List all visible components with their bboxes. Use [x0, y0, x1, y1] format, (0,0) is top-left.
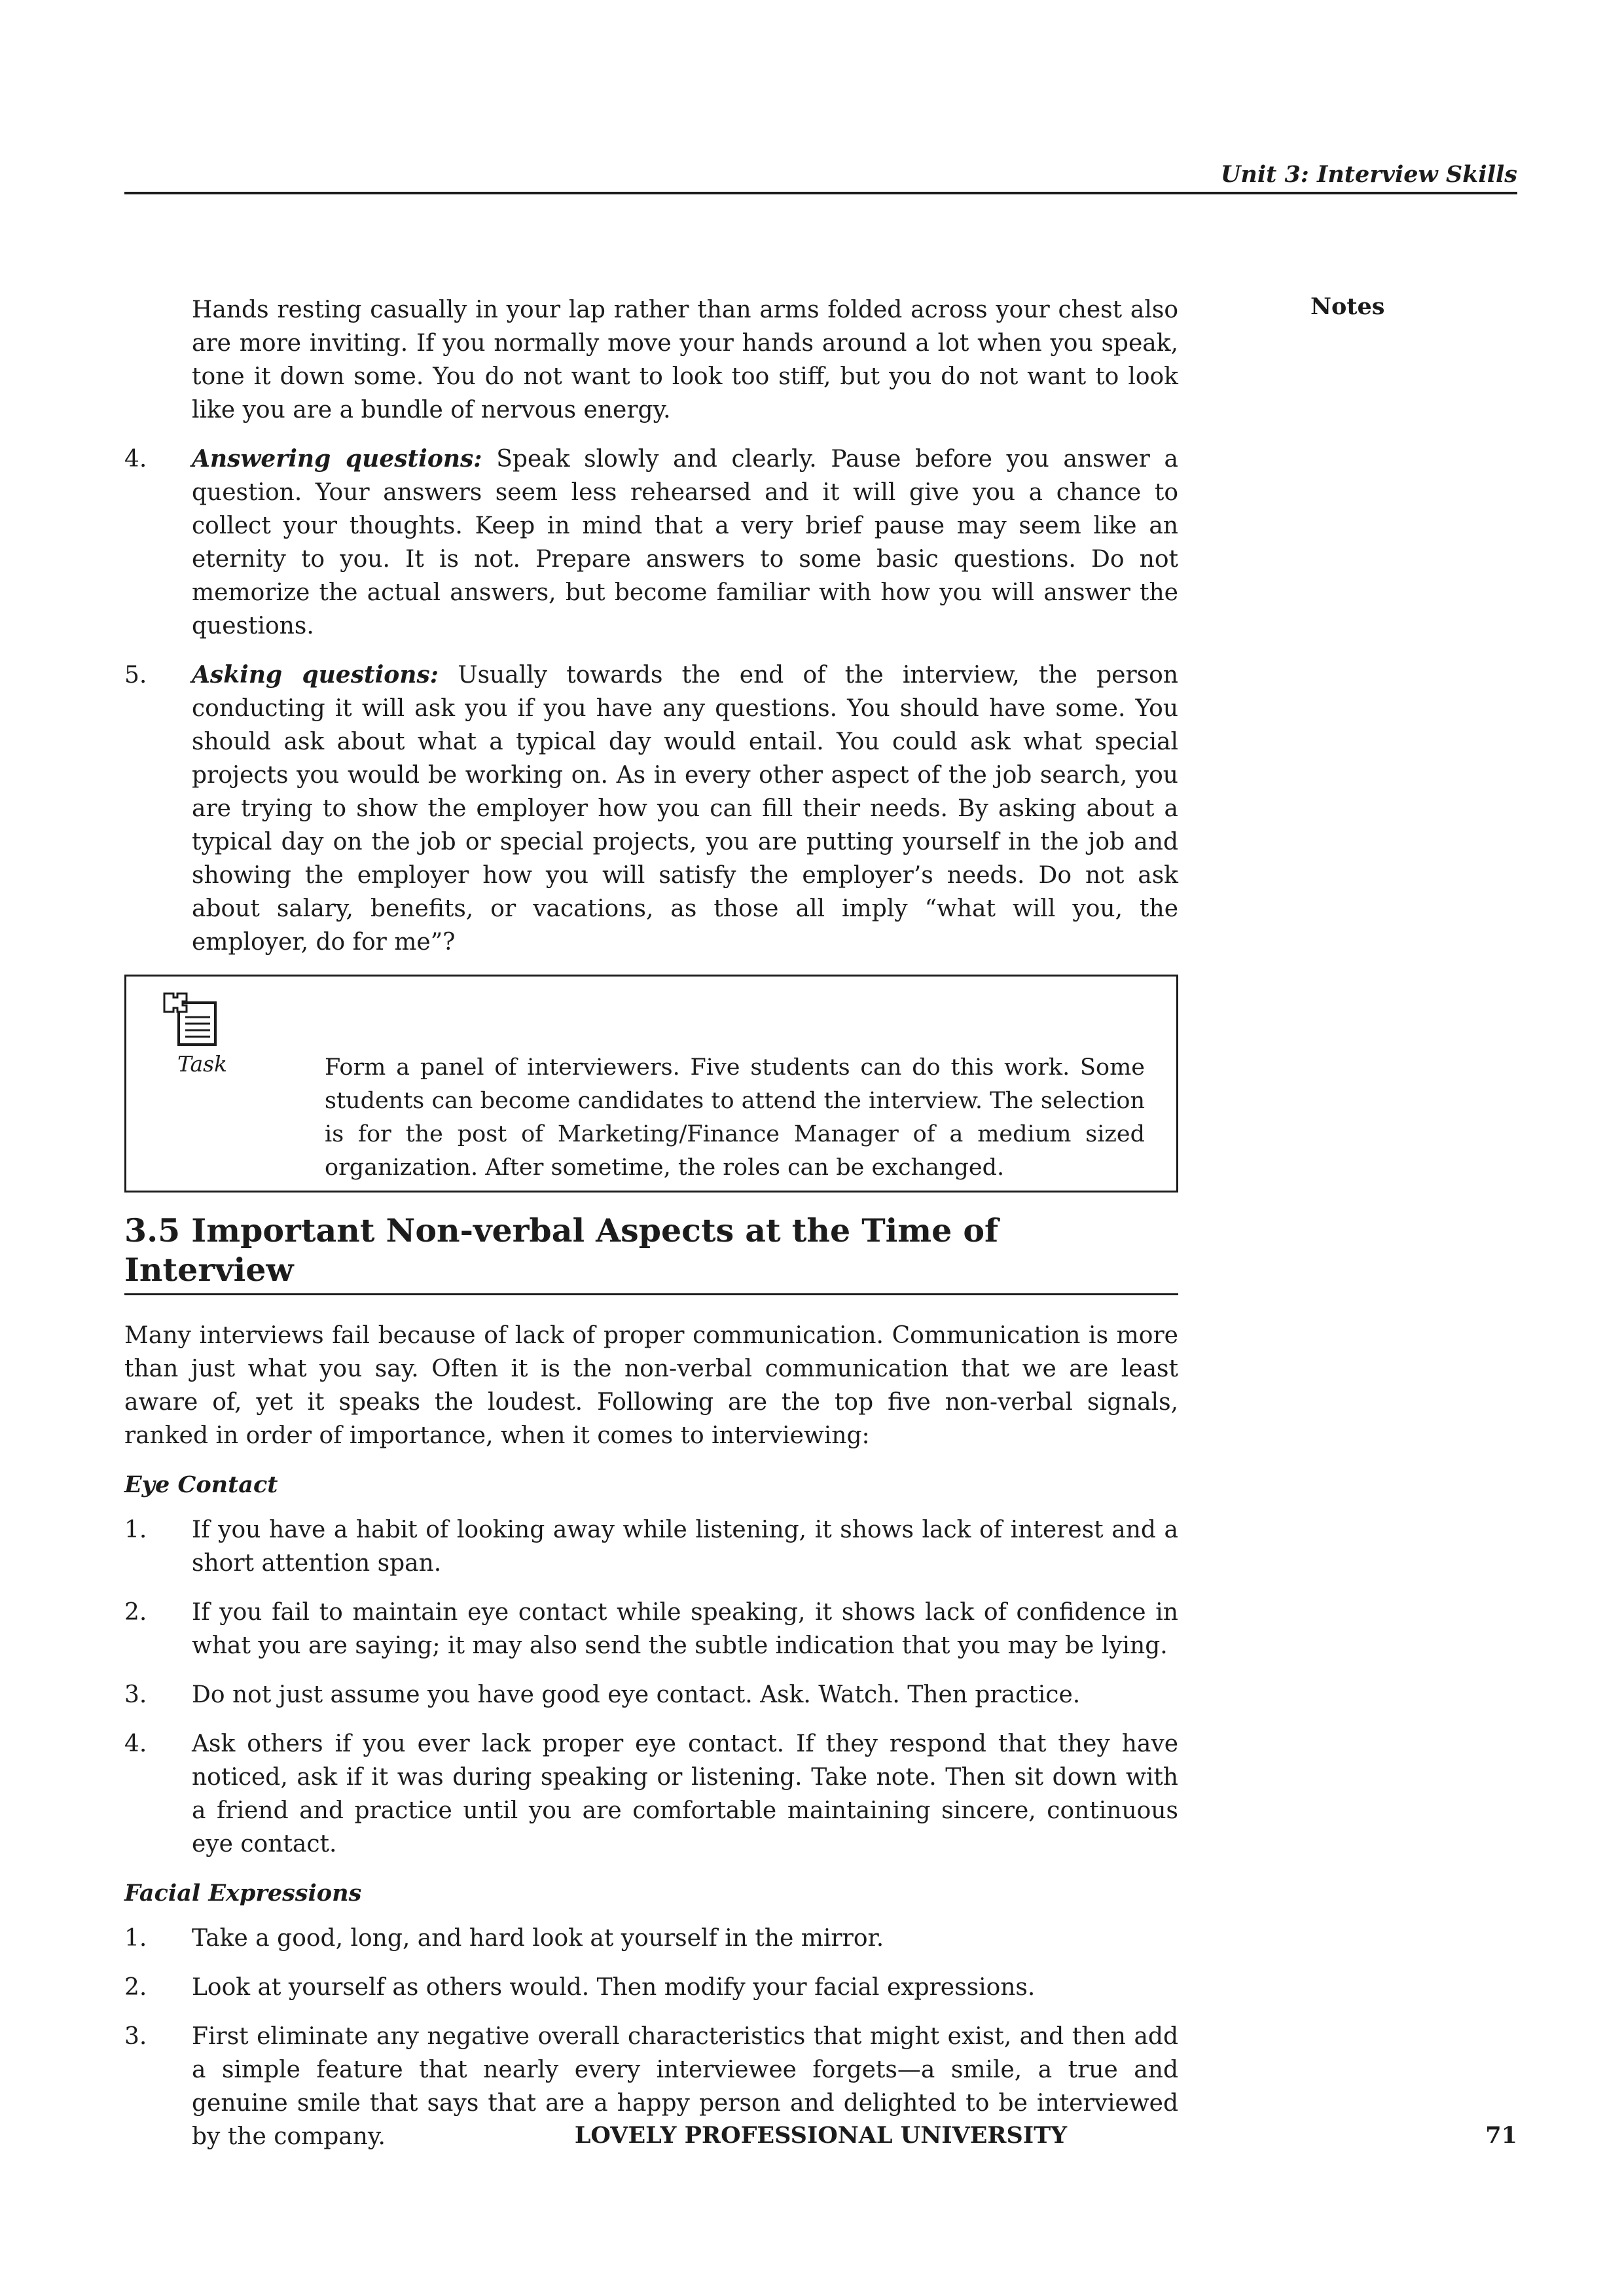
- notes-margin-label: Notes: [1310, 293, 1385, 320]
- eye-contact-heading: Eye Contact: [124, 1471, 278, 1498]
- section-heading: 3.5 Important Non-verbal Aspects at the Time of Interview: [124, 1211, 1178, 1295]
- task-text: Form a panel of interviewers. Five students can do this work. Some students can become candidates to attend the interview. The selection is for the post of Marketing/Finance Manager of a medium sized organization. After sometime, the roles can be exchanged.: [325, 1054, 1145, 1181]
- task-label: Task: [177, 1051, 228, 1077]
- list-text: Ask others if you ever lack proper eye contact. If they respond that they have noticed, ask if it was during speaking or listening. Take note. Then sit down with a friend and practice until you are comfortable maintaining sincere, continuous eye contact.: [192, 1731, 1178, 1857]
- list-number: 4.: [124, 446, 147, 473]
- list-number: 2.: [124, 1599, 147, 1626]
- section-intro: Many interviews fail because of lack of proper communication. Communication is more than just what you say. Often it is the non-verbal communication that we are least aware of, yet it speaks the loudest. Following are the top five non-verbal signals, ranked in order of importance, when it comes to interviewing:: [124, 1322, 1178, 1449]
- footer-university: LOVELY PROFESSIONAL UNIVERSITY: [574, 2122, 1068, 2149]
- list-text: Take a good, long, and hard look at yourself in the mirror.: [192, 1925, 884, 1952]
- header-rule: [124, 192, 1517, 194]
- running-header: Unit 3: Interview Skills: [1220, 161, 1517, 188]
- list-item-answering: [124, 442, 1178, 643]
- list-number: 1.: [124, 1516, 147, 1543]
- list-text: Speak slowly and clearly. Pause before you answer a question. Your answers seem less rehearsed and it will give you a chance to collect your thoughts. Keep in mind that a very brief pause may seem like an eternity to you. It is not. Prepare answers to some basic questions. Do not memorize the actual answers, but become familiar with how you will answer the questions.: [192, 446, 1178, 639]
- list-text: Usually towards the end of the interview, the person conducting it will ask you if you have any questions. You should have some. You should ask about what a typical day would entail. You could ask what special projects you would be working on. As in every other aspect of the job search, you are trying to show the employer how you can fill their needs. By asking about a typical day on the job or special projects, you are putting yourself in the job and showing the employer how you will satisfy the employer’s needs. Do not ask about salary, benefits, or vacations, as those all imply “what will you, the employer, do for me”?: [192, 662, 1178, 956]
- facial-expressions-item: [124, 1971, 1178, 2004]
- intro-paragraph: Hands resting casually in your lap rather than arms folded across your chest also are more inviting. If you normally move your hands around a lot when you speak, tone it down some. You do not want to look too stiff, but you do not want to look like you are a bundle of nervous energy.: [192, 296, 1178, 423]
- list-number: 5.: [124, 662, 147, 689]
- list-number: 1.: [124, 1925, 147, 1952]
- list-number: 3.: [124, 2023, 147, 2050]
- list-text: Look at yourself as others would. Then modify your facial expressions.: [192, 1974, 1036, 2001]
- list-text: If you fail to maintain eye contact while speaking, it shows lack of confidence in what you are saying; it may also send the subtle indication that you may be lying.: [192, 1599, 1178, 1659]
- list-number: 2.: [124, 1974, 147, 2001]
- page-number: 71: [1485, 2122, 1517, 2149]
- list-lead: Asking questions:: [192, 661, 439, 689]
- list-text: Do not just assume you have good eye contact. Ask. Watch. Then practice.: [192, 1681, 1081, 1708]
- eye-contact-item: [124, 1678, 1178, 1712]
- eye-contact-item: [124, 1513, 1178, 1580]
- list-item-asking: [124, 658, 1178, 959]
- facial-expressions-heading: Facial Expressions: [124, 1880, 362, 1907]
- list-number: 4.: [124, 1731, 147, 1757]
- main-content: [124, 293, 1178, 2153]
- task-box: [124, 975, 1178, 1193]
- list-number: 3.: [124, 1681, 147, 1708]
- task-document-icon: [160, 988, 221, 1047]
- list-lead: Answering questions:: [192, 445, 482, 473]
- list-text: First eliminate any negative overall characteristics that might exist, and then add a simple feature that nearly every interviewee forgets—a smile, a true and genuine smile that says that are a happy person and delighted to be interviewed by the company.: [192, 2023, 1178, 2150]
- eye-contact-item: [124, 1727, 1178, 1861]
- list-text: If you have a habit of looking away while listening, it shows lack of interest and a short attention span.: [192, 1516, 1178, 1577]
- eye-contact-item: [124, 1596, 1178, 1662]
- facial-expressions-item: [124, 1922, 1178, 1955]
